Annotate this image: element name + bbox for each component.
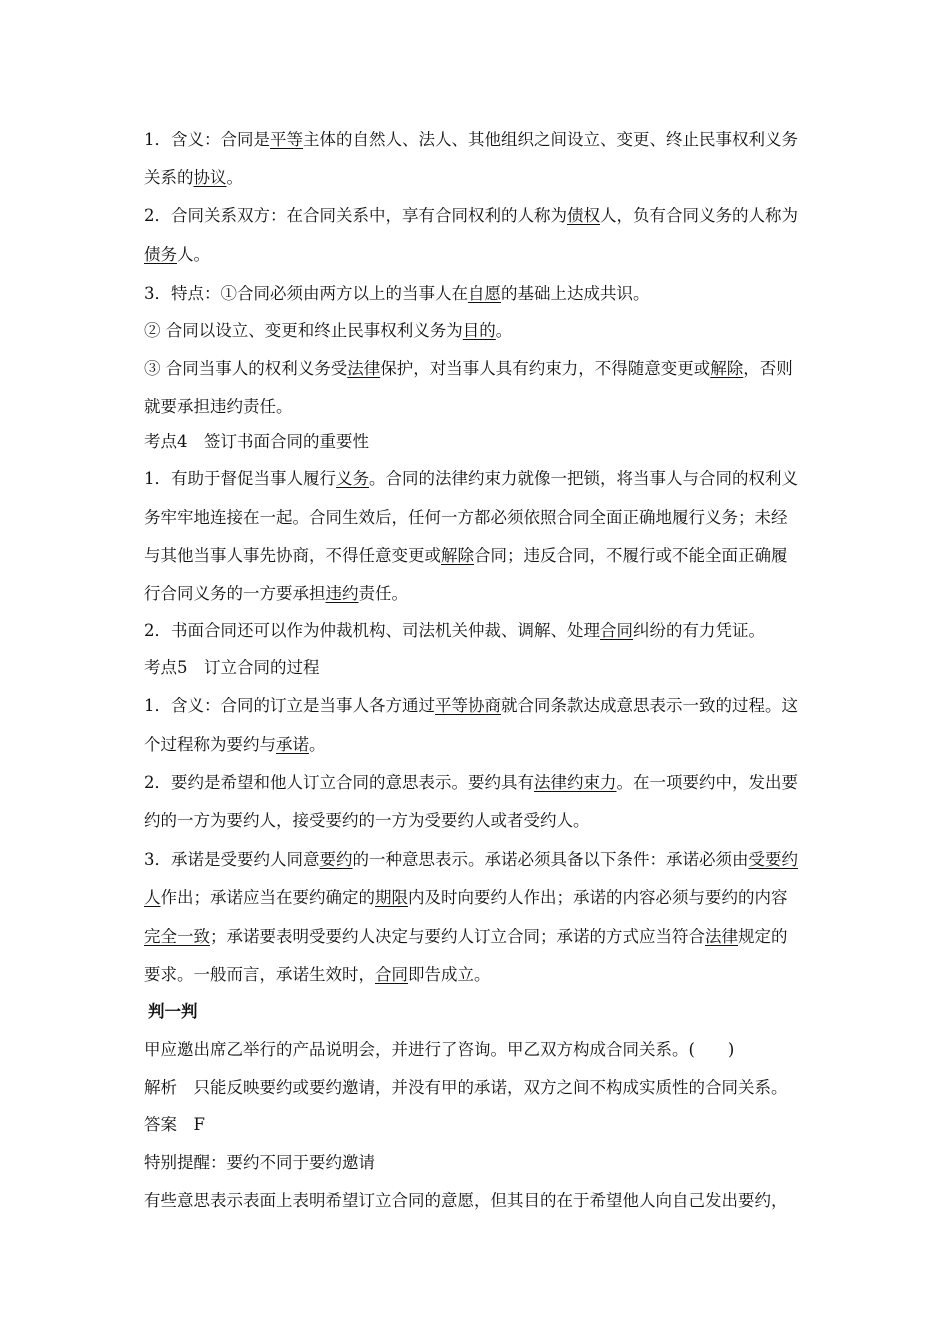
text-segment: ，否则 (743, 359, 793, 378)
text-line (144, 321, 512, 341)
text-segment: 特别提醒：要约不同于要约邀请 (144, 1153, 375, 1172)
text-segment: 。在一项要约中，发出要 (616, 773, 798, 792)
text-segment: 。合同的法律约束力就像一把锁，将当事人与合同的权利义 (369, 469, 798, 488)
underlined-term: 承诺 (276, 735, 309, 754)
text-line (144, 850, 798, 870)
text-segment: 答案 F (144, 1115, 205, 1134)
underlined-term: 违约 (325, 584, 359, 603)
text-line (144, 1153, 375, 1173)
text-segment: 的基础上达成共识。 (501, 284, 650, 303)
text-line (144, 773, 798, 793)
underlined-term: 解除 (441, 546, 474, 565)
text-segment: 考点4 签订书面合同的重要性 (144, 432, 369, 451)
text-segment: ③ 合同当事人的权利义务受 (144, 359, 348, 378)
text-segment: 3．承诺是受要约人同意 (144, 850, 320, 869)
text-segment: 有些意思表示表面上表明希望订立合同的意愿，但其目的在于希望他人向自己发出要约， (144, 1191, 788, 1210)
underlined-term: 目的 (462, 321, 496, 340)
text-segment: 主体的自然人、法人、其他组织之间设立、变更、终止民事权利义务 (303, 130, 798, 149)
text-segment: 人。 (177, 245, 210, 264)
text-line (144, 130, 798, 150)
text-line (144, 397, 293, 417)
text-segment: 解析 只能反映要约或要约邀请，并没有甲的承诺，双方之间不构成实质性的合同关系。 (144, 1078, 788, 1097)
text-segment: 合同；违反合同，不履行或不能全面正确履 (474, 546, 788, 565)
text-line (144, 1115, 205, 1135)
text-line (144, 284, 650, 304)
text-line (144, 696, 798, 716)
text-segment: 就合同条款达成意思表示一致的过程。这 (501, 696, 798, 715)
text-segment: 与其他当事人事先协商，不得任意变更或 (144, 546, 441, 565)
text-segment: 关系的 (144, 168, 194, 187)
text-line (144, 658, 320, 678)
text-line (144, 508, 788, 528)
text-segment: 务牢牢地连接在一起。合同生效后，任何一方都必须依照合同全面正确地履行义务；未经 (144, 508, 788, 527)
text-line (144, 168, 243, 188)
underlined-term: 法律 (347, 359, 381, 378)
text-segment: 。 (226, 168, 243, 187)
text-line (144, 245, 210, 265)
text-segment: 1．有助于督促当事人履行 (144, 469, 336, 488)
text-segment: 纠纷的有力凭证。 (633, 621, 765, 640)
text-segment: 。 (309, 735, 326, 754)
underlined-term: 完全一致 (144, 927, 210, 946)
text-segment: 就要承担违约责任。 (144, 397, 293, 416)
text-segment: 作出；承诺应当在要约确定的 (160, 888, 375, 907)
text-segment: 内及时向要约人作出；承诺的内容必须与要约的内容 (408, 888, 788, 907)
text-line (144, 206, 798, 226)
underlined-term: 债权 (567, 206, 600, 225)
underlined-term: 自愿 (468, 284, 501, 303)
text-segment: 1．含义：合同的订立是当事人各方通过 (144, 696, 435, 715)
underlined-term: 协议 (193, 168, 227, 187)
underlined-term: 解除 (710, 359, 744, 378)
text-line (144, 359, 793, 379)
text-segment: 甲应邀出席乙举行的产品说明会，并进行了咨询。甲乙双方构成合同关系。( ) (144, 1040, 735, 1059)
text-segment: 责任。 (358, 584, 408, 603)
underlined-term: 平等 (270, 130, 303, 149)
underlined-term: 期限 (375, 888, 408, 907)
text-segment: 2．合同关系双方：在合同关系中，享有合同权利的人称为 (144, 206, 567, 225)
underlined-term: 义务 (336, 469, 369, 488)
text-line (144, 432, 369, 452)
text-line (144, 546, 788, 566)
text-line (144, 1040, 734, 1060)
text-segment: 个过程称为要约与 (144, 735, 276, 754)
text-segment: 3．特点：①合同必须由两方以上的当事人在 (144, 284, 468, 303)
text-segment: 即告成立。 (408, 965, 491, 984)
text-line (148, 1002, 198, 1022)
text-segment: 的一种意思表示。承诺必须具备以下条件：承诺必须由 (352, 850, 749, 869)
text-segment: 保护，对当事人具有约束力，不得随意变更或 (380, 359, 711, 378)
text-segment: 2．要约是希望和他人订立合同的意思表示。要约具有 (144, 773, 534, 792)
text-segment: 1．含义：合同是 (144, 130, 270, 149)
text-segment: 规定的 (738, 927, 788, 946)
text-line (144, 888, 788, 908)
text-line (144, 735, 326, 755)
text-line (144, 927, 788, 947)
underlined-term: 人 (144, 888, 161, 907)
text-segment: ② 合同以设立、变更和终止民事权利义务为 (144, 321, 463, 340)
underlined-term: 受要约 (748, 850, 798, 869)
text-segment: 。 (495, 321, 513, 340)
text-segment: 行合同义务的一方要承担 (144, 584, 326, 603)
underlined-term: 要约 (319, 850, 353, 869)
text-segment: 考点5 订立合同的过程 (144, 658, 320, 677)
underlined-term: 债务 (144, 245, 177, 264)
text-segment: 约的一方为要约人，接受要约的一方为受要约人或者受约人。 (144, 811, 590, 830)
text-line (144, 469, 798, 489)
text-segment: 要求。一般而言，承诺生效时， (144, 965, 375, 984)
text-segment: 判一判 (148, 1002, 198, 1021)
underlined-term: 平等协商 (435, 696, 501, 715)
text-segment: 2．书面合同还可以作为仲裁机构、司法机关仲裁、调解、处理 (144, 621, 600, 640)
text-segment: 人，负有合同义务的人称为 (600, 206, 798, 225)
underlined-term: 合同 (600, 621, 633, 640)
text-line (144, 621, 765, 641)
text-line (144, 1078, 788, 1098)
text-line (144, 811, 590, 831)
text-segment: ；承诺要表明受要约人决定与要约人订立合同；承诺的方式应当符合 (210, 927, 705, 946)
text-line (144, 584, 408, 604)
text-line (144, 965, 491, 985)
underlined-term: 合同 (375, 965, 408, 984)
text-line (144, 1191, 788, 1211)
underlined-term: 法律约束力 (534, 773, 617, 792)
underlined-term: 法律 (705, 927, 738, 946)
